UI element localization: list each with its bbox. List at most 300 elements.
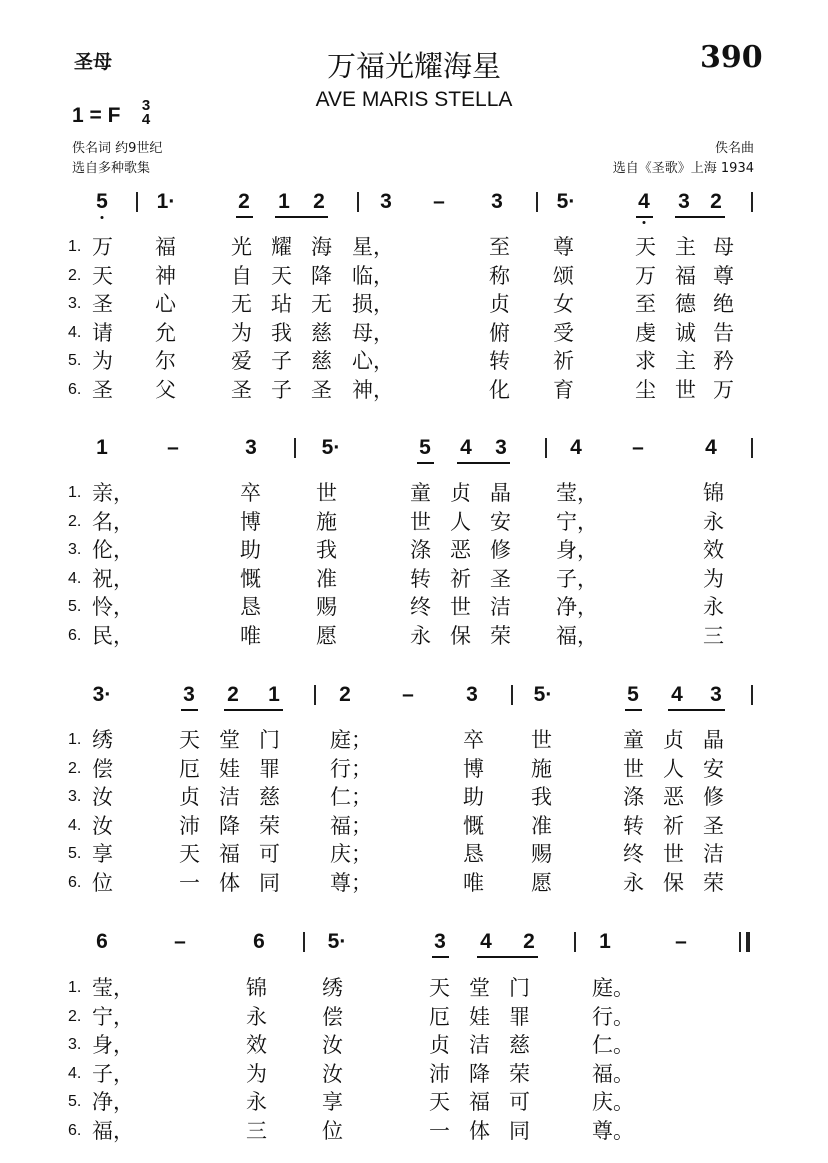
lyric-syllable: 损， [352,292,394,316]
verse-number: 4. [68,569,82,587]
lyric-syllable: 世 [675,377,696,402]
lyric-syllable: 民， [92,623,134,648]
lyric-syllable: 安 [490,509,511,534]
lyric-syllable: 爱 [231,349,252,373]
lyric-syllable: 颂 [553,263,574,288]
lyric-syllable: 莹， [556,481,598,505]
lyric-credits [72,139,162,179]
lyric-syllable: 天 [429,976,450,1000]
lyric-syllable: 终 [410,595,431,619]
lyric-syllable: 祈 [663,813,684,838]
lyric-syllable: 洁 [469,1033,490,1057]
note: 4 [638,190,650,213]
lyric-syllable: 一 [179,870,200,895]
lyric-syllable: 晶 [703,728,724,752]
barline [536,192,538,212]
lyric-syllable: 永 [246,1090,267,1114]
lyric-syllable: 为 [703,566,724,591]
lyric-line-verse-1 [0,233,828,261]
lyric-syllable: 荣 [490,623,511,648]
lyricist-credit: 佚名词 约9世纪 [72,141,163,156]
lyric-syllable: 宁， [556,509,598,534]
lyric-syllable: 子 [271,377,292,402]
barline [136,192,138,212]
lyric-syllable: 门 [259,728,280,752]
dash-note: – [174,930,186,953]
verse-number: 4. [68,816,82,834]
lyric-syllable: 主 [675,235,696,259]
lyric-syllable: 慨 [240,566,261,591]
lyric-syllable: 身， [556,538,598,562]
note: 2 [313,190,325,213]
lyric-syllable: 母 [713,235,734,259]
lyric-syllable: 慨 [463,813,484,838]
note: 3 [434,930,446,953]
lyric-syllable: 转 [410,566,431,591]
verse-number: 3. [68,295,82,312]
note: 3 [495,436,507,459]
lyric-syllable: 庆。 [592,1090,634,1114]
lyric-syllable: 唯 [463,870,484,895]
underline-eighth-group [675,216,725,218]
lyric-syllable: 万 [635,263,656,288]
lyric-syllable: 福 [219,842,240,866]
lyric-line-verse-4 [0,812,828,840]
lyric-syllable: 世 [663,842,684,866]
lyric-line-verse-3 [0,1031,828,1059]
lyric-syllable: 恶 [450,538,471,562]
lyric-syllable: 无 [231,292,252,316]
lyric-syllable: 愿 [316,623,337,648]
verse-number: 3. [68,788,82,805]
lyric-syllable: 尔 [155,349,176,373]
lyric-syllable: 恶 [663,785,684,809]
lyric-syllable: 慈 [311,349,332,373]
lyric-syllable: 请 [92,320,113,345]
lyric-syllable: 绣 [92,728,113,752]
lyric-syllable: 诚 [675,320,696,345]
lyric-syllable: 子， [556,566,598,591]
lyric-syllable: 永 [410,623,431,648]
hymn-title-chinese: 万福光耀海星 [326,49,501,83]
lyric-syllable: 降 [219,813,240,838]
lyric-syllable: 可 [509,1090,530,1114]
notation-line-4 [0,930,828,970]
lyric-syllable: 三 [246,1118,267,1143]
note: 4 [480,930,492,953]
note: 4 [570,436,582,459]
verse-number: 6. [68,626,82,644]
lyric-syllable: 门 [509,976,530,1000]
lyric-syllable: 女 [553,292,574,316]
lyric-syllable: 汝 [322,1033,343,1057]
lyric-syllable: 福 [155,235,176,259]
verse-number: 3. [68,1036,82,1053]
lyric-syllable: 心 [155,292,176,316]
lyric-syllable: 荣 [703,870,724,895]
barline [303,932,305,952]
note: 2 [710,190,722,213]
lyric-syllable: 厄 [179,756,200,781]
lyric-syllable: 荣 [259,813,280,838]
verse-number: 1. [68,731,82,748]
lyric-syllable: 准 [316,566,337,591]
lyric-syllable: 绣 [322,976,343,1000]
lyric-syllable: 慈 [509,1033,530,1057]
lyric-line-verse-1 [0,726,828,754]
key-signature: 1 = F [72,104,121,127]
lyric-line-verse-2 [0,508,828,536]
note: 3· [92,683,112,706]
lyric-line-verse-1 [0,479,828,507]
lyric-syllable: 贞 [429,1033,450,1057]
lyric-line-verse-3 [0,290,828,318]
notation-line-1 [0,190,828,230]
lyric-syllable: 圣 [92,292,113,316]
lyric-syllable: 心， [352,349,394,373]
note: 4 [671,683,683,706]
verse-number: 2. [68,759,82,777]
lyric-syllable: 我 [271,320,292,345]
lyric-syllable: 永 [703,509,724,534]
note: 1 [599,930,611,953]
note: 3 [491,190,503,213]
lyric-syllable: 慈 [259,785,280,809]
verse-number: 1. [68,238,82,255]
verse-number: 2. [68,512,82,530]
lyric-syllable: 安 [703,756,724,781]
barline [314,685,316,705]
lyric-source: 选自多种歌集 [72,161,151,176]
music-credits [613,139,754,179]
lyric-syllable: 祈 [553,349,574,373]
lyric-syllable: 祈 [450,566,471,591]
note: 1· [156,190,176,213]
lyric-line-verse-6 [0,376,828,404]
lyric-syllable: 降 [311,263,332,288]
lyric-syllable: 一 [429,1118,450,1143]
lyric-syllable: 堂 [469,976,490,1000]
lyric-syllable: 汝 [92,785,113,809]
barline [751,685,753,705]
lyric-line-verse-5 [0,347,828,375]
lyric-syllable: 效 [246,1033,267,1057]
lyric-syllable: 怜， [92,595,134,619]
hymn-category: 圣母 [74,51,113,73]
note: 6 [96,930,108,953]
lyric-syllable: 享 [322,1090,343,1114]
lyric-syllable: 莹， [92,976,134,1000]
lyric-syllable: 修 [490,538,511,562]
lyric-syllable: 德 [675,292,696,316]
lyric-syllable: 保 [450,623,471,648]
lyric-syllable: 三 [703,623,724,648]
lyric-syllable: 荣 [509,1061,530,1086]
lyric-syllable: 晶 [490,481,511,505]
time-signature-bottom: 4 [141,111,151,128]
lyric-line-verse-5 [0,593,828,621]
lyric-syllable: 人 [450,509,471,534]
lyric-syllable: 位 [322,1118,343,1143]
lyric-syllable: 为 [92,349,113,373]
lyric-syllable: 终 [623,842,644,866]
note: 4 [705,436,717,459]
underline-eighth-group [224,709,283,711]
lyric-syllable: 世 [450,595,471,619]
lyric-syllable: 享 [92,842,113,866]
lyric-syllable: 尊 [553,235,574,259]
verse-number: 4. [68,323,82,341]
time-signature-top: 3 [141,97,151,114]
lyric-syllable: 圣 [92,377,113,402]
lyric-line-verse-4 [0,319,828,347]
lyric-syllable: 汝 [92,813,113,838]
lyric-syllable: 童 [623,728,644,752]
final-barline [746,932,750,952]
underline-eighth [181,709,198,711]
lyric-syllable: 施 [316,509,337,534]
lyric-syllable: 行； [330,756,372,781]
lyric-syllable: 体 [219,870,240,895]
note: 3 [466,683,478,706]
hymn-title-latin: AVE MARIS STELLA [315,88,513,111]
time-signature [136,99,156,127]
lyric-syllable: 转 [623,813,644,838]
lyric-syllable: 福， [92,1118,134,1143]
verse-number: 1. [68,979,82,996]
barline [511,685,513,705]
lyric-syllable: 助 [463,785,484,809]
lyric-syllable: 庭。 [592,976,634,1000]
lyric-syllable: 父 [155,377,176,402]
lyric-syllable: 子 [271,349,292,373]
lyric-syllable: 自 [231,263,252,288]
lyric-syllable: 娃 [469,1004,490,1029]
barline [545,438,547,458]
verse-number: 2. [68,266,82,284]
lyric-syllable: 临， [352,263,394,288]
lyric-syllable: 绝 [713,292,734,316]
lyric-line-verse-6 [0,1117,828,1145]
lyric-syllable: 卒 [463,728,484,752]
final-barline-thin [739,932,741,952]
lyric-syllable: 贞 [179,785,200,809]
lyric-syllable: 天 [92,263,113,288]
lyric-syllable: 世 [410,509,431,534]
underline-eighth [236,216,253,218]
note: 3 [245,436,257,459]
lyric-syllable: 万 [713,377,734,402]
note: 5 [96,190,108,213]
lyric-syllable: 洁 [703,842,724,866]
note: 2 [227,683,239,706]
lyric-syllable: 保 [663,870,684,895]
lyric-syllable: 子， [92,1061,134,1086]
note: 3 [678,190,690,213]
lyric-syllable: 福； [330,813,372,838]
barline [357,192,359,212]
lyric-syllable: 罪 [509,1004,530,1029]
lyric-line-verse-5 [0,1088,828,1116]
lyric-syllable: 天 [429,1090,450,1114]
note: 2 [523,930,535,953]
lyric-syllable: 祝， [92,566,134,591]
hymn-number: 390 [700,40,763,75]
barline [751,438,753,458]
note: 4 [460,436,472,459]
note: 5· [327,930,347,953]
note: 6 [253,930,265,953]
lyric-syllable: 光 [231,235,252,259]
lyric-syllable: 仁。 [592,1033,634,1057]
lyric-line-verse-2 [0,1003,828,1031]
lyric-syllable: 转 [489,349,510,373]
lyric-syllable: 仁； [330,785,372,809]
lyric-syllable: 可 [259,842,280,866]
lyric-syllable: 福。 [592,1061,634,1086]
lyric-syllable: 庆； [330,842,372,866]
lyric-syllable: 告 [713,320,734,345]
lyric-syllable: 卒 [240,481,261,505]
lyric-syllable: 至 [635,292,656,316]
lyric-syllable: 名， [92,509,134,534]
verse-number: 5. [68,352,82,369]
lyric-syllable: 矜 [713,349,734,373]
lyric-line-verse-3 [0,536,828,564]
lyric-syllable: 海 [311,235,332,259]
lyric-line-verse-2 [0,262,828,290]
lyric-syllable: 尊； [330,870,372,895]
verse-number: 6. [68,1121,82,1139]
lyric-syllable: 汝 [322,1061,343,1086]
lyric-syllable: 无 [311,292,332,316]
underline-eighth [432,956,449,958]
underline-eighth-group [477,956,538,958]
lyric-syllable: 圣 [490,566,511,591]
underline-eighth-group [457,462,510,464]
lyric-syllable: 娃 [219,756,240,781]
verse-number: 5. [68,1093,82,1110]
underline-eighth-group [668,709,725,711]
verse-number: 4. [68,1064,82,1082]
underline-eighth-group [275,216,328,218]
lyric-syllable: 效 [703,538,724,562]
lyric-syllable: 沛 [179,813,200,838]
lyric-line-verse-2 [0,755,828,783]
lyric-syllable: 罪 [259,756,280,781]
lyric-syllable: 我 [316,538,337,562]
dash-note: – [675,930,687,953]
lyric-line-verse-4 [0,565,828,593]
lyric-syllable: 永 [623,870,644,895]
lyric-syllable: 同 [259,870,280,895]
dash-note: – [402,683,414,706]
lyric-syllable: 净， [556,595,598,619]
lyric-syllable: 准 [531,813,552,838]
verse-number: 6. [68,873,82,891]
underline-eighth [417,462,434,464]
underline-eighth [636,216,653,218]
lyric-syllable: 神， [352,377,394,402]
lyric-syllable: 锦 [246,976,267,1000]
lyric-syllable: 厄 [429,1004,450,1029]
note: 5· [533,683,553,706]
verse-number: 5. [68,598,82,615]
octave-dot-below [101,216,104,219]
note: 3 [183,683,195,706]
lyric-syllable: 世 [531,728,552,752]
note: 1 [96,436,108,459]
lyric-syllable: 神 [155,263,176,288]
verse-number: 5. [68,845,82,862]
lyric-syllable: 博 [463,756,484,781]
verse-number: 6. [68,380,82,398]
lyric-syllable: 福 [469,1090,490,1114]
verse-number: 3. [68,541,82,558]
lyric-syllable: 洁 [490,595,511,619]
lyric-syllable: 天 [271,263,292,288]
lyric-syllable: 修 [703,785,724,809]
barline [294,438,296,458]
lyric-syllable: 沛 [429,1061,450,1086]
lyric-syllable: 永 [703,595,724,619]
lyric-syllable: 贞 [489,292,510,316]
dash-note: – [632,436,644,459]
lyric-syllable: 偿 [322,1004,343,1029]
lyric-syllable: 为 [231,320,252,345]
lyric-syllable: 堂 [219,728,240,752]
lyric-syllable: 行。 [592,1004,634,1029]
lyric-syllable: 位 [92,870,113,895]
note: 1 [278,190,290,213]
verse-number: 1. [68,484,82,501]
notation-line-2 [0,436,828,476]
lyric-syllable: 施 [531,756,552,781]
lyric-line-verse-6 [0,622,828,650]
lyric-syllable: 洁 [219,785,240,809]
lyric-line-verse-1 [0,974,828,1002]
lyric-syllable: 慈 [311,320,332,345]
lyric-syllable: 恳 [240,595,261,619]
note: 3 [380,190,392,213]
note: 5 [627,683,639,706]
lyric-syllable: 玷 [271,292,292,316]
lyric-syllable: 童 [410,481,431,505]
lyric-syllable: 助 [240,538,261,562]
lyric-line-verse-6 [0,869,828,897]
lyric-syllable: 福 [675,263,696,288]
lyric-syllable: 贞 [663,728,684,752]
lyric-syllable: 体 [469,1118,490,1143]
lyric-syllable: 宁， [92,1004,134,1029]
lyric-syllable: 育 [553,377,574,402]
lyric-syllable: 称 [489,263,510,288]
note: 5· [556,190,576,213]
lyric-syllable: 圣 [703,813,724,838]
lyric-syllable: 俯 [489,320,510,345]
dash-note: – [167,436,179,459]
lyric-syllable: 亲， [92,481,134,505]
lyric-syllable: 我 [531,785,552,809]
lyric-syllable: 世 [316,481,337,505]
lyric-syllable: 赐 [316,595,337,619]
lyric-line-verse-4 [0,1060,828,1088]
lyric-syllable: 赐 [531,842,552,866]
lyric-syllable: 同 [509,1118,530,1143]
lyric-syllable: 尊。 [592,1118,634,1143]
lyric-syllable: 涤 [623,785,644,809]
lyric-syllable: 母， [352,320,394,345]
